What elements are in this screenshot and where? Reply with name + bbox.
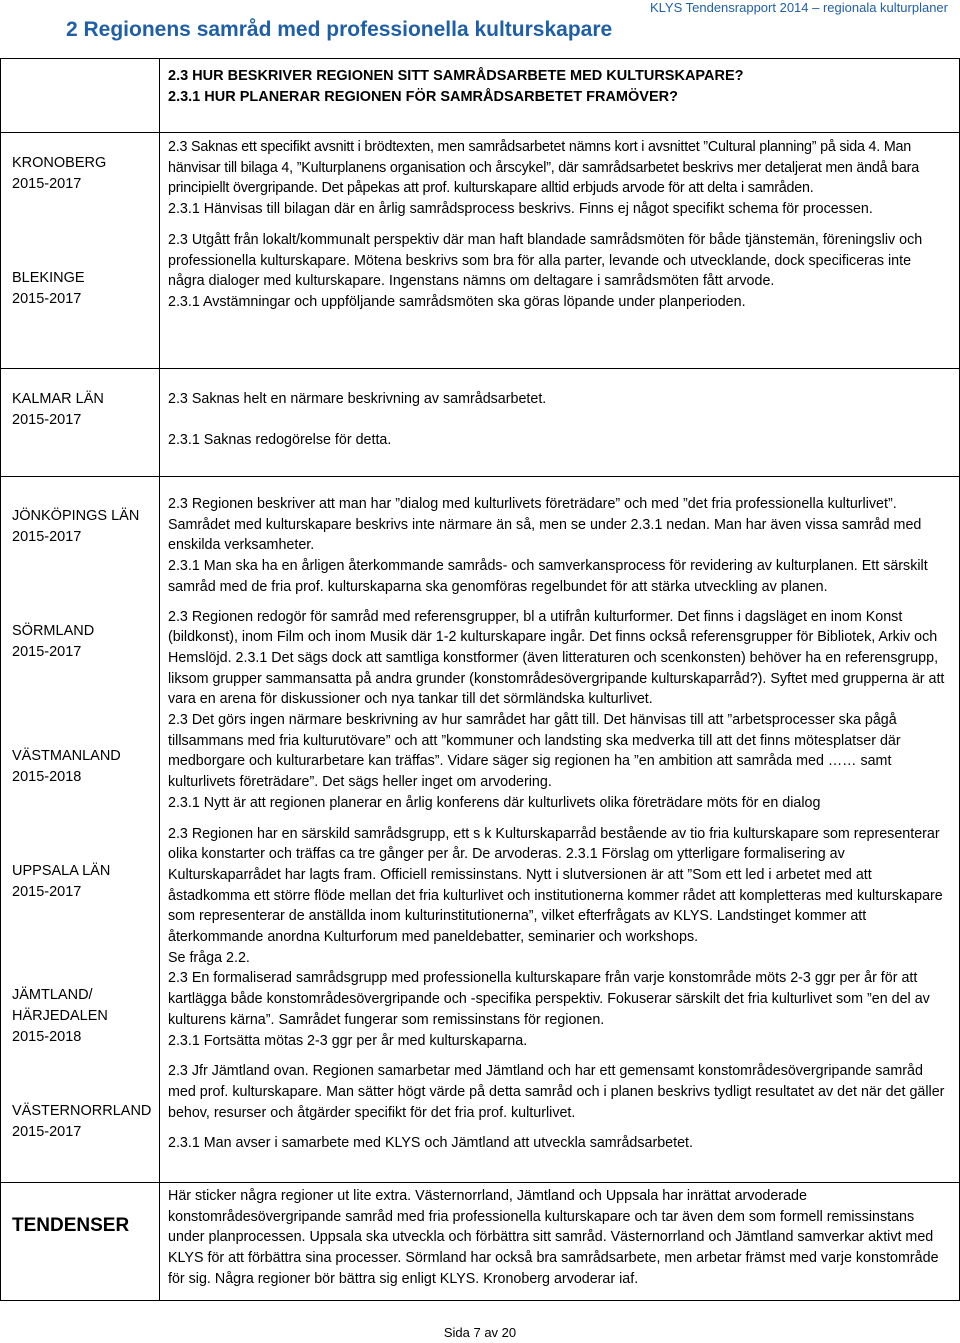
region-period: 2015-2017 [12,884,82,900]
page-number: Sida 7 av 20 [443,1325,517,1340]
sormland-2-3: 2.3 Regionen redogör för samråd med referensgrupper, bl a utifrån kulturformer. Det finns i dagsläget en inom Konst (bildkonst), inom Film och inom Musik där 1-2 kulturskapare ingår. Det finns också referensgrupper för Bibliotek, Arkiv och Hemslöjd. 2.3.1 Det sägs dock att samtliga konstformer (även litteraturen och scenkonsten) behöver ha en referensgrupp, liksom grupper sammansatta på andra grunder (konstområdesövergripande kulturskaparråd?). Syftet med grupperna är att vara en arena för diskussioner och nya tankar till det sörmländska kulturlivet. [168,608,945,708]
table-row [1,477,960,1183]
region-cell [1,477,160,1183]
region-name-blekinge: BLEKINGE [12,270,85,286]
jamtland-2-3: 2.3 En formaliserad samrådsgrupp med professionella kulturskapare från varje konstområde möts 2-3 ggr per år för att kartlägga både konstområdesövergripande och -specifika perspektiv. Fokuserar särskilt det fria kulturlivet som ”en del av kulturens kärna”. Samrådet fungerar som remissinstans för regionen. [168,970,930,1028]
blekinge-2-3-1: 2.3.1 Avstämningar och uppföljande samrådsmöten ska göras löpande under planperioden. [168,293,746,310]
region-cell [1,369,160,477]
jonkoping-2-3: 2.3 Regionen beskriver att man har ”dialog med kulturlivets företrädare” och med ”det fria professionella kulturlivet”. Samrådet med kulturskapare beskrivs inte närmare än så, men se under 2.3.1 nedan. Man har även vissa samråd med enskilda verksamheter. [168,496,922,554]
section-title: 2 Regionens samråd med professionella kulturskapare [66,18,613,41]
region-period: 2015-2017 [12,1124,82,1140]
vasternorrland-2-3: 2.3 Jfr Jämtland ovan. Regionen samarbetar med Jämtland och har ett gemensamt konstområdesövergripande samråd med prof. kulturskapare. Man sätter högt värde på detta samråd och i planen beskrivs tydligt resultatet av det när det gäller behov, resurser och åtgärder specifikt för det fria prof. kulturlivet. [168,1063,945,1121]
tendenser-text: Här sticker några regioner ut lite extra. Västernorrland, Jämtland och Uppsala har inrättat arvoderade konstområdesövergripande samråd med fria professionella kulturskapare och tar även dem som formell remissinstans under planprocessen. Uppsala ska utveckla och förbättra sitt samråd. Västernorrland och Jämtland samverkar aktivt med KLYS för att förbättra sina processer. Sörmland har också bra samrådsarbete, men arbetar främst med varje konstområde för sig. Några regioner bör bättra sig enligt KLYS. Kronoberg arvoderar iaf. [168,1188,939,1287]
uppsala-ref: Se fråga 2.2. [168,949,250,966]
region-period: 2015-2017 [12,644,82,660]
question-2-3: 2.3 HUR BESKRIVER REGIONEN SITT SAMRÅDSARBETE MED KULTURSKAPARE? [168,68,744,84]
kalmar-2-3-1: 2.3.1 Saknas redogörelse för detta. [168,431,392,448]
region-cell [1,133,160,369]
region-text-cell [160,1183,960,1301]
table-header-row [1,59,960,133]
region-period: 2015-2018 [12,769,82,785]
region-name-vasternorrland: VÄSTERNORRLAND [12,1103,152,1119]
region-period: 2015-2017 [12,176,82,192]
table-row [1,1183,960,1301]
jamtland-2-3-1: 2.3.1 Fortsätta mötas 2-3 ggr per år med kulturskaparna. [168,1032,528,1049]
vasternorrland-2-3-1: 2.3.1 Man avser i samarbete med KLYS och Jämtland att utveckla samrådsarbetet. [168,1135,694,1152]
question-2-3-1: 2.3.1 HUR PLANERAR REGIONEN FÖR SAMRÅDSARBETET FRAMÖVER? [168,89,678,105]
region-name-kronoberg: KRONOBERG [12,155,107,171]
region-name-jonkoping: JÖNKÖPINGS LÄN [12,508,140,524]
region-cell [1,1183,160,1301]
region-name-harjedalen: HÄRJEDALEN [12,1008,108,1024]
blekinge-2-3: 2.3 Utgått från lokalt/kommunalt perspektiv där man haft blandade samrådsmöten för både tjänstemän, föreningsliv och professionella kulturskapare. Mötena beskrivs som bra för alla parter, levande och utvecklande, dock specificeras inte några dialoger med kulturskapare. Ingenstans nämns om deltagare i samrådsmöten fått arvode. [168,231,923,290]
region-text-cell [160,477,960,1183]
region-table [0,58,960,1301]
table-row [1,369,960,477]
region-name-jamtland: JÄMTLAND/ [12,987,93,1003]
report-title: KLYS Tendensrapport 2014 – regionala kulturplaner [649,0,948,15]
uppsala-2-3: 2.3 Regionen har en särskild samrådsgrupp, ett s k Kulturskaparråd bestående av tio fria kulturskapare som representerar olika konstarter och träffas ca tre gånger per år. De arvoderas. 2.3.1 Förslag om ytterligare formalisering av Kulturskaparrådet har lagts fram. Officiell remissinstans. Nytt i slutversionen är att ”Som ett led i arbetet med att åstadkomma ett större flöde mellan det fria kulturlivet och institutionerna kommer rådet att kompletteras med kulturskapare som representerar de anställda inom kulturinstitutionerna”, vilket efterfrågats av KLYS. Landstinget kommer att återkommande anordna Kulturforum med paneldebatter, seminarier och workshops. [168,825,943,946]
region-name-kalmar: KALMAR LÄN [12,391,104,407]
region-name-uppsala: UPPSALA LÄN [12,863,111,879]
tendenser-label: TENDENSER [12,1215,130,1236]
region-period: 2015-2018 [12,1029,82,1045]
kalmar-2-3: 2.3 Saknas helt en närmare beskrivning av samrådsarbetet. [168,391,547,407]
kronoberg-2-3-1: 2.3.1 Hänvisas till bilagan där en årlig samrådsprocess beskrivs. Finns ej något specifikt schema för processen. [168,201,873,218]
table-row [1,133,960,369]
kronoberg-2-3: 2.3 Saknas ett specifikt avsnitt i brödtexten, men samrådsarbetet nämns kort i avsnittet ”Cultural planning” på sida 4. Man hänvisar till bilaga 4, ”Kulturplanens organisation och årscykel”, där samrådsarbetet beskrivs mer detaljerat men ändå bara principiellt övergripande. Det påpekas att prof. kulturskapare alltid erbjuds arvode för att delta i samråden. [168,139,919,197]
header-empty-cell [1,59,160,133]
region-period: 2015-2017 [12,412,82,428]
jonkoping-2-3-1: 2.3.1 Man ska ha en årligen återkommande samråds- och samverkansprocess för revidering av kulturplanen. Ett särskilt samråd med de fria prof. kulturskaparna ska genomföras regelbundet för att stärka utveckling av planen. [168,558,928,595]
vastmanland-2-3: 2.3 Det görs ingen närmare beskrivning av hur samrådet har gått till. Det hänvisas till att ”arbetsprocesser ska pågå tillsammans med fria kulturutövare” och att ”kommuner och landsting ska medverka till att det finns mötesplatser där medborgare och kulturarbetare kan träffas”. Vidare säger sig regionen ha ”en ambition att samråda med …… samt kulturlivets företrädare”. Det sägs heller inget om arvodering. [168,712,901,791]
region-name-vastmanland: VÄSTMANLAND [12,748,121,764]
vastmanland-2-3-1: 2.3.1 Nytt är att regionen planerar en årlig konferens där kulturlivets olika företrädare möts för en dialog [168,794,821,811]
header-question-cell [160,59,960,133]
region-text-cell [160,369,960,477]
region-period: 2015-2017 [12,529,82,545]
region-text-cell [160,133,960,369]
region-name-sormland: SÖRMLAND [12,623,95,639]
region-period: 2015-2017 [12,291,82,307]
